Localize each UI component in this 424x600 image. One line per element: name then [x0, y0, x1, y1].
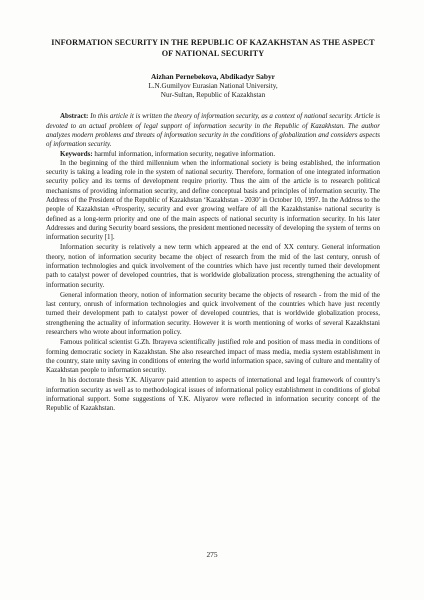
body-paragraph: Famous political scientist G.Zh. Ibrayeva scientifically justified role and position of mass media in conditions of forming democratic society in Kazakhstan. She also researched impact of mass media, media system establishment in the country, state unity saving in conditions of entering the world information space, saving of culture and mentality of Kazakhstan people to information security. [46, 338, 380, 375]
article-body [46, 38, 380, 413]
body-paragraph: General information theory, notion of information security became the objects of research - from the mid of the last century, onrush of information technologies and quick involvement of the countries which have just recently turned their development path to catalyst power of developed countries, that is worldwide globalization process, strengthening the actuality of information security. However it is worth mentioning of works of several Kazakhstani researchers who wrote about information policy. [46, 290, 380, 336]
body-paragraph: Information security is relatively a new term which appeared at the end of XX century. General information theory, notion of information security became the object of research from the mid of the last century, onrush of information technologies and quick involvement of the countries which have just recently turned their development path to catalyst power of developed countries, that is worldwide globalization process, strengthening the actuality of information security. [46, 243, 380, 289]
page-number: 275 [206, 550, 218, 559]
abstract-label: Abstract: [60, 112, 89, 121]
article-title: INFORMATION SECURITY IN THE REPUBLIC OF KAZAKHSTAN AS THE ASPECT OF NATIONAL SECURITY [51, 38, 375, 58]
body-paragraph: In the beginning of the third millennium when the informational society is being established, the information security is taking a leading role in the system of national security. Therefore, formation of one integrated information security policy and its terms of development require priority. Thus the aim of the article is to research political mechanisms of providing information security, and define conceptual basis and principles of information security. The Address of the President of the Republic of Kazakhstan ‘Kazakhstan - 2030’ in October 10, 1997. In the Address to the people of Kazakhstan «Prosperity, security and ever growing welfare of all the Kazakhstanis» national security is defined as a long-term priority and one of the main aspects of national security is information security. In his later Addresses and during Security board sessions, the president mentioned necessity of developing the system of terms on information security [1]. [46, 158, 380, 242]
keywords-label: Keywords: [60, 149, 93, 158]
keywords [46, 150, 380, 159]
affiliation-location: Nur-Sultan, Republic of Kazakhstan [160, 91, 266, 99]
abstract [46, 112, 380, 149]
affiliation-university: L.N.Gumilyov Eurasian National University, [148, 81, 278, 90]
author-names: Aizhan Pernebekova, Abdikadyr Sabyr [151, 72, 275, 81]
body-paragraph: In his doctorate thesis Y.K. Aliyarov paid attention to aspects of international and legal framework of country’s information security as well as to methodological issues of informational policy establishment in conditions of global informational support. Some suggestions of Y.K. Aliyarov were reflected in information security concept of the Republic of Kazakhstan. [46, 376, 380, 413]
keywords-text: harmful information, information security, negative information. [94, 149, 276, 158]
abstract-text: In this article it is written the theory of information security, as a context of national security. Article is devoted to an actual problem of legal support of information security in the Republic of Kazakhstan. The author analyzes modern problems and threats of information security in the conditions of globalization and considers aspects of information security. [46, 112, 380, 149]
